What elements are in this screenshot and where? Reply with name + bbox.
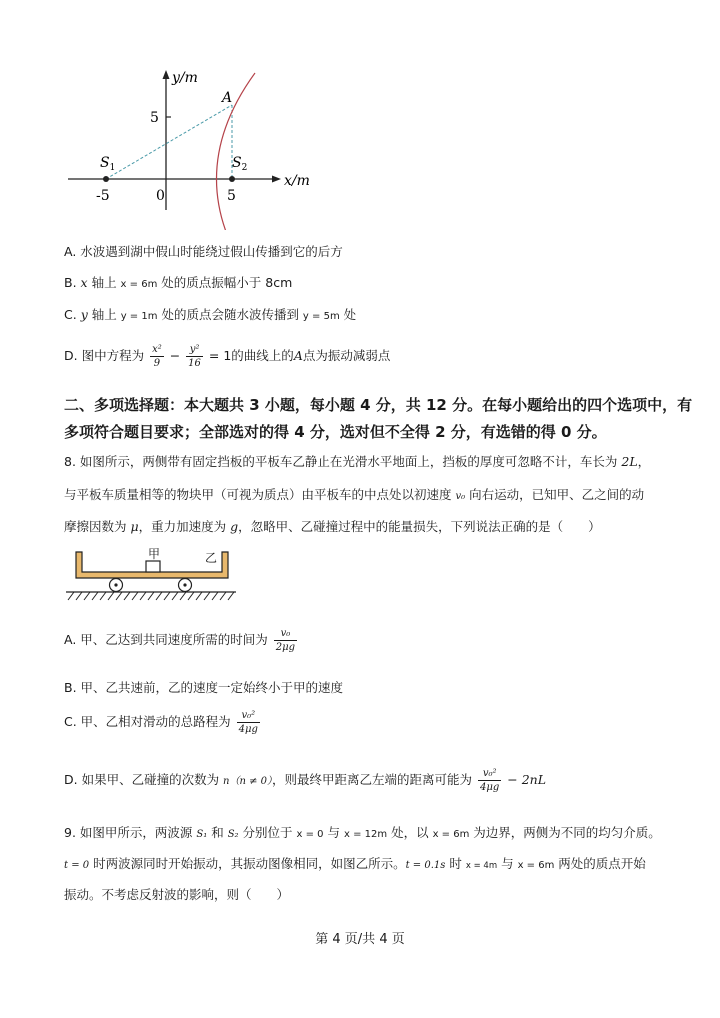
q8-l2-var: v₀	[455, 491, 466, 502]
q7-d-var: A	[293, 348, 303, 363]
x-axis-label: x/m	[284, 173, 310, 189]
ground-hatching	[68, 592, 234, 600]
q9-l2-post: 两处的质点开始	[554, 856, 646, 871]
right-wheel-hub	[183, 583, 186, 586]
label-jia: 甲	[148, 547, 161, 561]
q9-l1-mid2: 处，以	[387, 825, 433, 840]
q9-l1-and2: 与	[323, 825, 344, 840]
q8-l1-var: 2L	[621, 454, 638, 469]
label-yi: 乙	[205, 551, 218, 565]
section2-heading-line2: 多项符合题目要求；全部选对的得 4 分，选对但不全得 2 分，有选错的得 0 分。	[64, 423, 607, 441]
q8-d-mid: ，则最终甲距离乙左端的距离可能为	[272, 772, 473, 787]
q8-c-frac	[237, 709, 260, 736]
q8-c-pre: C. 甲、乙相对滑动的总路程为	[64, 714, 231, 729]
q9-l2-mid: 时两波源同时开始振动，其振动图像相同，如图乙所示。	[89, 856, 406, 871]
q8-option-c	[64, 709, 262, 736]
q7-option-d	[64, 343, 390, 370]
section2-heading-line1: 二、多项选择题：本大题共 3 小题，每小题 4 分，共 12 分。在每小题给出的四个选项中，有	[64, 396, 693, 414]
q7-b-math: x = 6m	[120, 279, 158, 290]
q7-d-post: 点为振动减弱点	[302, 348, 391, 363]
q7-b-post: 处的质点振幅小于 8cm	[157, 275, 293, 290]
q9-l1-s1: S₁	[196, 829, 208, 840]
y-axis-label: y/m	[172, 70, 198, 86]
q8-c-num: v₀²	[237, 709, 260, 723]
q7-d-frac1-num: x²	[152, 344, 162, 355]
q8-stem-line1	[64, 452, 650, 470]
q9-l2-x6: x = 6m	[517, 860, 555, 871]
q8-d-num: v₀²	[478, 767, 501, 781]
block-jia	[146, 561, 160, 572]
q8-a-den: 2μg	[275, 642, 296, 653]
q8-d-post: − 2nL	[507, 772, 547, 787]
wave-interference-figure	[60, 60, 320, 230]
q8-option-b: B. 甲、乙共速前，乙的速度一定始终小于甲的速度	[64, 680, 344, 695]
q9-l2-t01: t = 0.1s	[405, 860, 446, 871]
q7-c-prefix: C.	[64, 307, 81, 322]
x-tick-neg5-label: -5	[96, 188, 110, 204]
q8-option-a	[64, 627, 299, 654]
q7-option-b	[64, 273, 292, 291]
q7-c-mid: 轴上	[87, 307, 121, 322]
q9-l2-t0: t = 0	[64, 860, 90, 871]
q7-b-var: x	[80, 275, 88, 290]
q8-option-d	[64, 767, 546, 794]
q9-l1-s2: S₂	[227, 829, 239, 840]
q7-d-eq: = 1	[208, 348, 232, 363]
q9-stem-line1	[64, 823, 661, 841]
q8-l3-post: ，忽略甲、乙碰撞过程中的能量损失，下列说法正确的是（ ）	[238, 519, 601, 534]
q7-d-frac1-den: 9	[153, 358, 161, 369]
q8-a-num: v₀	[274, 627, 297, 641]
s1-to-a-dashed	[106, 105, 232, 179]
q9-l1-x6: x = 6m	[432, 829, 470, 840]
q8-l1-post: ，	[637, 454, 651, 469]
origin-label: 0	[156, 188, 165, 204]
q8-d-frac	[478, 767, 501, 794]
left-wheel-hub	[114, 583, 117, 586]
s2-label: $S_2$	[232, 155, 248, 173]
q8-l3-mu: μ	[130, 519, 139, 534]
q8-a-pre: A. 甲、乙达到共同速度所需的时间为	[64, 632, 268, 647]
x-axis-arrow	[272, 176, 281, 183]
q9-l1-and: 和	[207, 825, 228, 840]
q9-l1-mid: 分别位于	[238, 825, 297, 840]
q7-d-frac2-den: 16	[188, 358, 201, 369]
point-s2	[229, 176, 235, 182]
q7-c-math2: y = 5m	[302, 311, 340, 322]
q7-b-mid: 轴上	[87, 275, 121, 290]
q8-stem-line3	[64, 517, 601, 535]
q7-option-c	[64, 305, 356, 323]
y-axis-arrow	[163, 70, 170, 79]
q7-d-prefix: D. 图中方程为	[64, 348, 145, 363]
q9-stem-line2	[64, 854, 646, 872]
q7-d-frac1	[150, 343, 164, 370]
q9-stem-line3: 振动。不考虑反射波的影响，则（ ）	[64, 887, 290, 902]
q7-c-math1: y = 1m	[120, 311, 158, 322]
q7-c-mid2: 处的质点会随水波传播到	[157, 307, 303, 322]
point-a-label: A	[222, 90, 233, 106]
q8-l3-g: g	[230, 519, 239, 534]
q9-l1-x0: x = 0	[296, 829, 324, 840]
q9-l1-x12: x = 12m	[343, 829, 388, 840]
q7-c-var: y	[80, 307, 88, 322]
q8-d-n: n（n ≠ 0）	[223, 776, 273, 787]
q9-l1-post: 为边界，两侧为不同的均匀介质。	[469, 825, 661, 840]
y-tick-5-label: 5	[150, 110, 159, 126]
q8-l1-pre: 8. 如图所示，两侧带有固定挡板的平板车乙静止在光滑水平地面上，挡板的厚度可忽略不计，车长为	[64, 454, 622, 469]
page-footer: 第 4 页/共 4 页	[315, 932, 405, 947]
q7-d-minus: −	[169, 348, 181, 363]
q7-d-frac2	[186, 343, 203, 370]
q8-d-den: 4μg	[480, 782, 500, 793]
point-s1	[103, 176, 109, 182]
q8-l3-pre: 摩擦因数为	[64, 519, 131, 534]
q8-c-den: 4μg	[238, 724, 258, 735]
q8-stem-line2	[64, 485, 644, 503]
q8-l3-mid: ，重力加速度为	[138, 519, 231, 534]
q8-l2-post: 向右运动，已知甲、乙之间的动	[465, 487, 645, 502]
q8-l2-pre: 与平板车质量相等的物块甲（可视为质点）由平板车的中点处以初速度	[64, 487, 456, 502]
q7-c-post: 处	[339, 307, 357, 322]
q7-b-prefix: B.	[64, 275, 81, 290]
q7-d-frac2-num: y²	[186, 343, 203, 357]
q8-a-frac	[274, 627, 297, 654]
q9-l2-mid2: 时	[445, 856, 466, 871]
q9-l2-x4: x = 4m	[465, 861, 498, 871]
q9-l1-pre: 9. 如图甲所示，两波源	[64, 825, 197, 840]
q7-option-a: A. 水波遇到湖中假山时能绕过假山传播到它的后方	[64, 244, 343, 259]
x-tick-5-label: 5	[227, 188, 236, 204]
q8-d-pre: D. 如果甲、乙碰撞的次数为	[64, 772, 224, 787]
s1-label: $S_1$	[100, 155, 116, 173]
q7-d-mid: 的曲线上的	[231, 348, 294, 363]
q9-l2-and: 与	[497, 856, 518, 871]
